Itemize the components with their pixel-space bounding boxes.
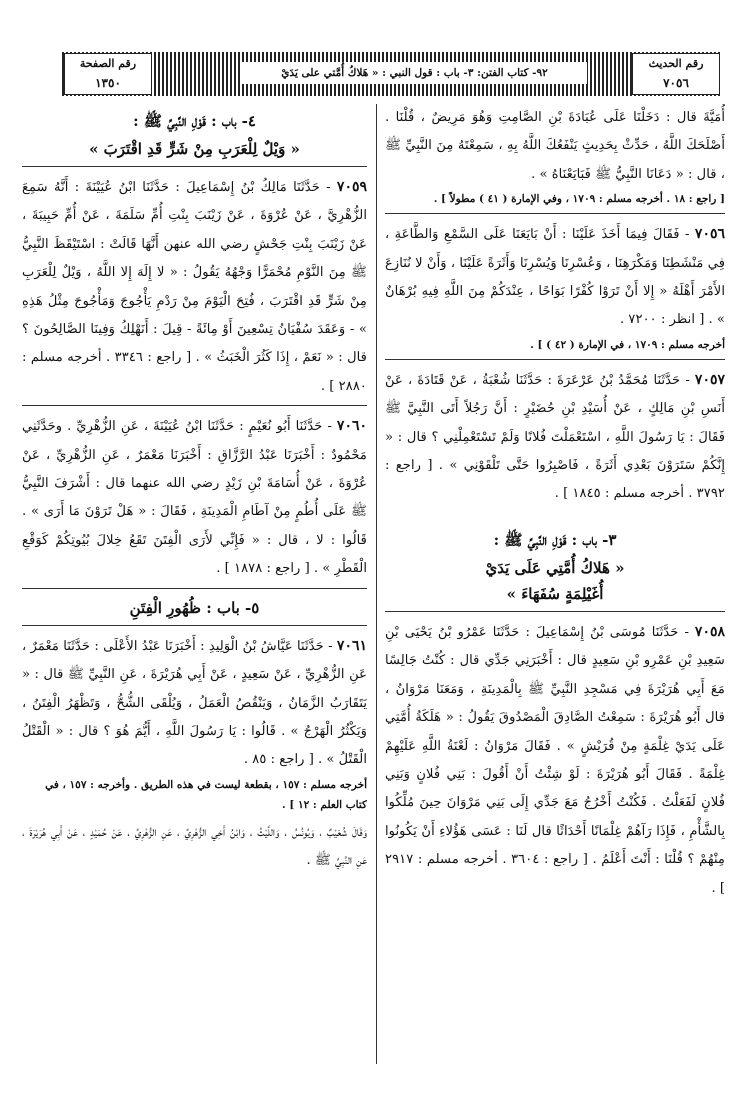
hadith-7057-text: - حَدَّثَنَا مُحَمَّدُ بْنُ عَرْعَرَةَ : حَدَّثَنَا شُعْبَةُ ، عَنْ قَتَادَةَ ، عَنْ أَنَسِ بْنِ مَالِكٍ ، عَنْ أُسَيْدِ بْنِ حُضَيْرٍ : أَنَّ رَجُلاً أَتَى النَّبِيَّ ﷺ فَقَالَ : يَا رَسُولَ اللَّهِ ، اسْتَعْمَلْتَ فُلانًا وَلَمْ تَسْتَعْمِلْنِي ؟ قال : « إِنَّكُمْ سَتَرَوْنَ بَعْدِي أَثَرَةً ، فَاصْبِرُوا حَتَّى تَلْقَوْنِي » . [ راجع : ٣٧٩٢ . أخرجه مسلم : ١٨٤٥ ] . (385, 372, 725, 502)
separator-rule (385, 359, 725, 360)
hadith-continuation: أُمَيَّةَ قال : دَخَلْنَا عَلَى عُبَادَةَ بْنِ الصَّامِتِ وَهُوَ مَرِيضٌ ، قُلْنَا . أَصْلَحَكَ اللَّهُ ، حَدِّثْ بِحَدِيثٍ يَنْفَعُكَ اللَّهُ بِهِ ، سَمِعْتَهُ مِنَ النَّبِيِّ ﷺ ، قال : « دَعَانَا النَّبِيُّ ﷺ فَبَايَعْنَاهُ » . (385, 110, 725, 182)
page-number-label: رقم الصفحة (79, 57, 137, 70)
hadith-number-box (632, 53, 720, 95)
separator-rule (385, 213, 725, 214)
page-number: ١٣٥٠ (95, 76, 121, 90)
hadith-number-7056: ٧٠٥٦ (694, 226, 725, 243)
hadith-7061 (22, 632, 367, 775)
separator-rule (22, 405, 367, 406)
chapter-5-title: ٥- باب : ظُهُورِ الْفِتَنِ (129, 598, 260, 617)
chapter-4-title: ٤- باب : قَوْلِ النَّبِيِّ ﷺ : (133, 112, 256, 130)
hadith-number: ٧٠٥٦ (663, 76, 689, 90)
reference-note: [ راجع : ١٨ . أخرجه مسلم : ١٧٠٩ ، وفي الإمارة ( ٤١ ) مطولاً ] . (433, 193, 725, 206)
page-header (62, 52, 722, 96)
chapter-3-quote-line-2: أُغَيْلِمَةٍ سُفَهَاءَ » (506, 584, 604, 603)
separator-rule (22, 166, 367, 167)
hadith-7058 (385, 618, 725, 903)
hadith-7056 (385, 220, 725, 335)
separator-rule (385, 611, 725, 612)
hadith-7059-text: - حَدَّثَنَا مَالِكُ بْنُ إِسْمَاعِيلَ : حَدَّثَنَا ابْنُ عُيَيْنَةَ : أَنَّهُ سَمِعَ الزُّهْرِيَّ ، عَنْ عُرْوَةَ ، عَنْ زَيْنَبَ بِنْتِ أُمِّ سَلَمَةَ ، عَنْ أُمِّ حَبِيبَةَ ، عَنْ زَيْنَبَ بِنْتِ جَحْشٍ رضي الله عنهن أَنَّهَا قَالَتْ : اسْتَيْقَظَ النَّبِيُّ ﷺ مِنَ النَّوْمِ مُحْمَرًّا وَجْهُهُ يَقُولُ : « لا إِلَهَ إِلا اللَّهُ ، وَيْلٌ لِلْعَرَبِ مِنْ شَرٍّ قَدِ اقْتَرَبَ ، فُتِحَ الْيَوْمَ مِنْ رَدْمِ يَأْجُوجَ وَمَأْجُوجَ مِثْلُ هَذِهِ » - وَعَقَدَ سُفْيَانُ تِسْعِينَ أَوْ مِائَةً - قِيلَ : أَنَهْلِكُ وَفِينَا الصَّالِحُونَ ؟ قال : « نَعَمْ ، إِذَا كَثُرَ الْخَبَثُ » . [ راجع : ٣٣٤٦ . أخرجه مسلم : ٢٨٨٠ ] . (22, 180, 367, 394)
chapter-3-title: ٣- باب : قَوْلِ النَّبِيِّ ﷺ : (493, 530, 617, 549)
reference-note: أخرجه مسلم : ١٧٠٩ ، في الإمارة ( ٤٢ ) ] . (530, 338, 725, 351)
left-column (22, 104, 367, 1081)
hadith-7056-text: - فَقَالَ فِيمَا أَخَذَ عَلَيْنَا : أَنْ بَايَعَنَا عَلَى السَّمْعِ وَالطَّاعَةِ ، فِي مَنْشَطِنَا وَمَكْرَهِنَا ، وَعُسْرِنَا وَيُسْرِنَا وَأَثَرَةً عَلَيْنَا ، وَأَنْ لا نُنَازِعَ الأَمْرَ أَهْلَهُ « إِلا أَنْ تَرَوْا كُفْرًا بَوَاحًا ، عِنْدَكُمْ مِنَ اللَّهِ فِيهِ بُرْهَانٌ » . [ انظر : ٧٢٠٠ . (385, 227, 725, 328)
hadith-number-7059: ٧٠٥٩ (336, 179, 367, 195)
hadith-number-7061: ٧٠٦١ (336, 637, 367, 654)
hadith-number-7058: ٧٠٥٨ (694, 623, 725, 640)
right-column (385, 104, 725, 1081)
mutaba-note: وَقَالَ شُعَيْبٌ ، وَيُونُسُ ، وَاللَّيْثُ ، وَابْنُ أَخِي الزُّهْرِيِّ ، عَنِ الزُّهْرِيِّ ، عَنْ حُمَيْدٍ ، عَنْ أَبِي هُرَيْرَةَ ، عَنِ النَّبِيِّ ﷺ . (22, 824, 367, 869)
hadith-7058-text: - حَدَّثَنَا مُوسَى بْنُ إِسْمَاعِيلَ : حَدَّثَنَا عَمْرُو بْنُ يَحْيَى بْنِ سَعِيدِ بْنِ عَمْرِو بْنِ سَعِيدٍ قال : أَخْبَرَنِي جَدِّي قال : كُنْتُ جَالِسًا مَعَ أَبِي هُرَيْرَةَ فِي مَسْجِدِ النَّبِيِّ ﷺ بِالْمَدِينَةِ ، وَمَعَنَا مَرْوَانُ ، قال أَبُو هُرَيْرَةَ : سَمِعْتُ الصَّادِقَ الْمَصْدُوقَ يَقُولُ : « هَلَكَةُ أُمَّتِي عَلَى يَدَيْ غِلْمَةٍ مِنْ قُرَيْشٍ » . فَقَالَ مَرْوَانُ : لَعْنَةُ اللَّهِ عَلَيْهِمْ غِلْمَةً . فَقَالَ أَبُو هُرَيْرَةَ : لَوْ شِئْتُ أَنْ أَقُولَ : بَنِي فُلانٍ وَبَنِي فُلانٍ لَفَعَلْتُ . فَكُنْتُ أَخْرُجُ مَعَ جَدِّي إِلَى بَنِي مَرْوَانَ حِينَ مُلِّكُوا بِالشَّأْمِ ، فَإِذَا رَآهُمْ غِلْمَانًا أَحْدَاثًا قال لَنَا : عَسَى هَؤُلاءِ أَنْ يَكُونُوا مِنْهُمْ ؟ قُلْنَا : أَنْتَ أَعْلَمُ . [ راجع : ٣٦٠٤ . أخرجه مسلم : ٢٩١٧ ] . (385, 624, 725, 896)
chapter-4-quote: « وَيْلٌ لِلْعَرَبِ مِنْ شَرٍّ قَدِ اقْتَرَبَ » (89, 140, 300, 158)
chapter-3-quote-line-1: « هَلاكُ أُمَّتِي عَلَى يَدَيْ (485, 558, 625, 577)
separator-rule (22, 625, 367, 626)
hadith-7061-text: - حَدَّثَنَا عَيَّاشُ بْنُ الْوَلِيدِ : أَخْبَرَنَا عَبْدُ الأَعْلَى : حَدَّثَنَا مَعْمَرٌ ، عَنِ الزُّهْرِيِّ ، عَنْ سَعِيدٍ ، عَنْ أَبِي هُرَيْرَةَ ، عَنِ النَّبِيِّ ﷺ قال : « يَتَقَارَبُ الزَّمَانُ ، وَيَنْقُصُ الْعَمَلُ ، وَيُلْقَى الشُّحُّ ، وَتَظْهَرُ الْفِتَنُ ، وَيَكْثُرُ الْهَرْجُ » . قَالُوا : يَا رَسُولَ اللَّهِ ، أَيُّمَ هُوَ ؟ قال : « الْقَتْلُ الْقَتْلُ » . [ راجع : ٨٥ . (22, 638, 367, 768)
column-divider (376, 104, 377, 1064)
running-title: ٩٢- كتاب الفتن: ٣- باب : قول النبي : « هَلاكُ أُمَّتي على يَدَيْ (242, 62, 587, 84)
hadith-number-7057: ٧٠٥٧ (694, 371, 725, 388)
reference-note: أخرجه مسلم : ١٥٧ ، بقطعة ليست في هذه الطريق . وأخرجه : ١٥٧ ، في كتاب العلم : ١٢ ] . (45, 778, 367, 811)
separator-rule (22, 588, 367, 589)
page-number-box (64, 53, 152, 95)
hadith-number-label: رقم الحديث (648, 57, 704, 70)
hadith-7060 (22, 412, 367, 583)
hadith-number-7060: ٧٠٦٠ (336, 418, 367, 435)
hadith-7060-text: - حَدَّثَنَا أَبُو نُعَيْمٍ : حَدَّثَنَا ابْنُ عُيَيْنَةَ ، عَنِ الزُّهْرِيِّ . وحَدَّثَنِي مَحْمُودٌ : أَخْبَرَنَا عَبْدُ الرَّزَّاقِ : أَخْبَرَنَا مَعْمَرٌ ، عَنِ الزُّهْرِيِّ ، عَنْ عُرْوَةَ ، عَنْ أُسَامَةَ بْنِ زَيْدٍ رضي الله عنهما قال : أَشْرَفَ النَّبِيُّ ﷺ عَلَى أُطُمٍ مِنْ آطَامِ الْمَدِينَةِ ، فَقَالَ : « هَلْ تَرَوْنَ مَا أَرَى » . قَالُوا : لا ، قال : « فَإِنِّي لأَرَى الْفِتَنَ تَقَعُ خِلالَ بُيُوتِكُمْ كَوَقْعِ الْقَطْرِ » . [ راجع : ١٨٧٨ ] . (22, 419, 367, 577)
hadith-7059 (22, 173, 367, 401)
hadith-7057 (385, 366, 725, 509)
